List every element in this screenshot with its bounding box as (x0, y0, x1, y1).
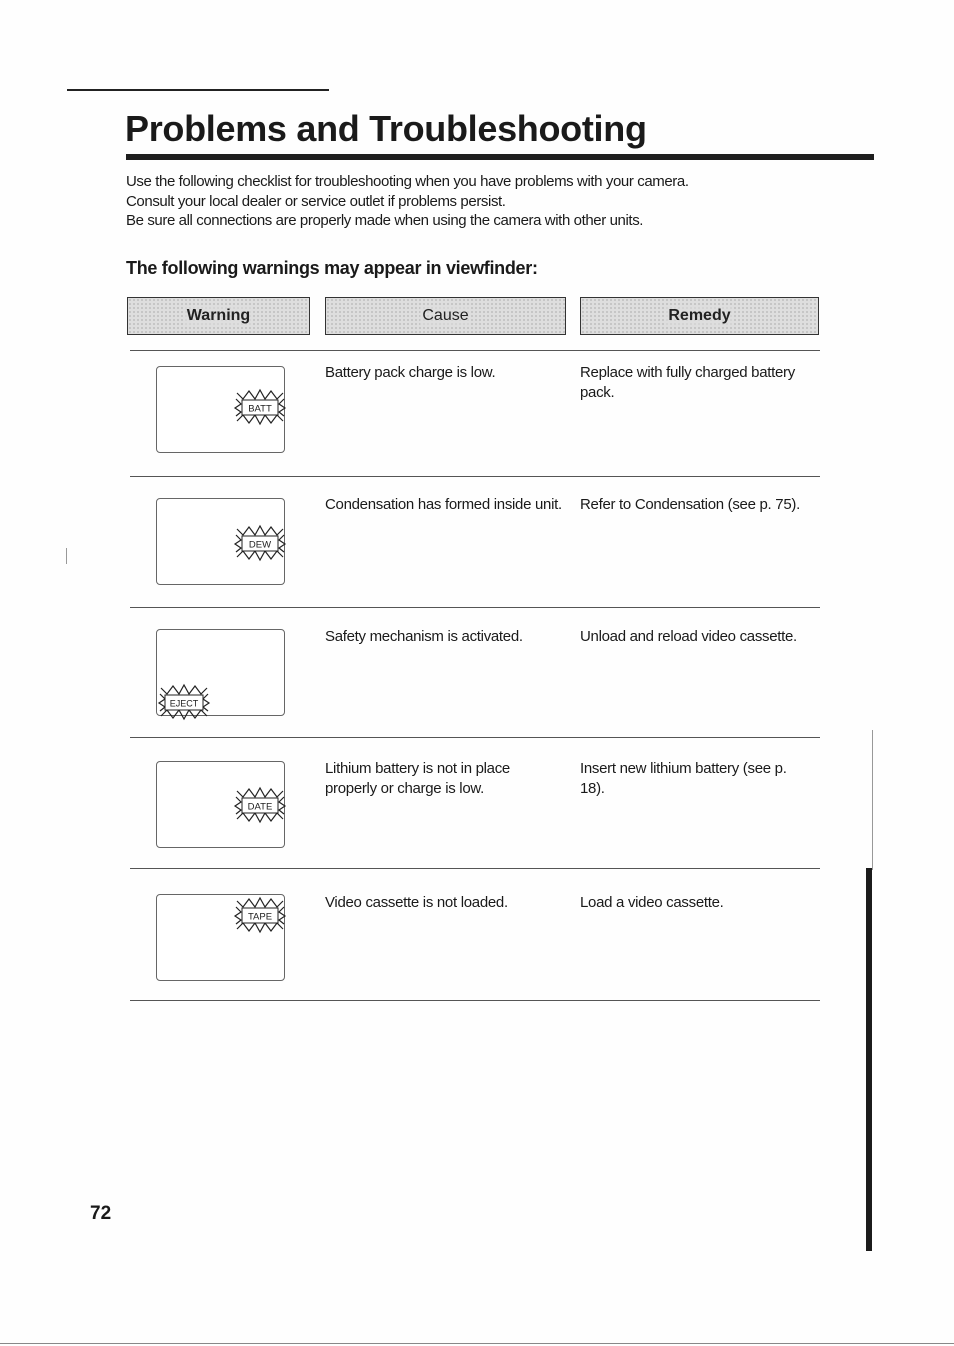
row-divider (130, 868, 820, 869)
column-header-label: Remedy (668, 307, 731, 324)
cause-cell: Battery pack charge is low. (325, 364, 496, 381)
viewfinder-frame (156, 629, 285, 716)
viewfinder-frame (156, 366, 285, 453)
dew-warning-icon (233, 523, 287, 563)
cause-cell: Condensation has formed inside unit. (325, 496, 562, 513)
page-number: 72 (90, 1203, 112, 1224)
warning-badge-label: DATE (247, 801, 273, 813)
column-header-label: Warning (186, 307, 251, 324)
page-title: Problems and Troubleshooting (125, 108, 647, 149)
warning-badge-label: EJECT (169, 698, 199, 709)
top-rule (67, 89, 329, 91)
viewfinder-frame (156, 761, 285, 848)
warning-badge-label: TAPE (247, 911, 273, 923)
remedy-cell: Unload and reload video cassette. (580, 628, 797, 645)
batt-warning-icon (233, 387, 287, 427)
intro-text (126, 172, 846, 231)
remedy-cell: Refer to Condensation (see p. 75). (580, 496, 800, 513)
cause-cell: Lithium battery is not in place properly or charge is low. (325, 760, 510, 797)
remedy-cell: Replace with fully charged battery pack. (580, 364, 795, 401)
remedy-cell: Load a video cassette. (580, 894, 724, 911)
column-header-label: Cause (422, 307, 469, 324)
column-header-cause (325, 297, 566, 335)
date-warning-icon (233, 785, 287, 825)
margin-bar (866, 868, 872, 1251)
intro-line: Be sure all connections are properly made when using the camera with other units. (126, 212, 644, 229)
row-divider (130, 1000, 820, 1001)
cause-cell: Video cassette is not loaded. (325, 894, 508, 911)
viewfinder-frame (156, 894, 285, 981)
remedy-cell: Insert new lithium battery (see p. 18). (580, 760, 787, 797)
bottom-rule (0, 1343, 954, 1344)
section-heading: The following warnings may appear in viewfinder: (126, 258, 538, 278)
margin-tick (66, 548, 67, 564)
row-divider (130, 607, 820, 608)
warning-badge-label: DEW (248, 539, 272, 551)
row-divider (130, 476, 820, 477)
cause-cell: Safety mechanism is activated. (325, 628, 523, 645)
column-header-warning (127, 297, 310, 335)
tape-warning-icon (233, 895, 287, 935)
eject-warning-icon (157, 682, 211, 722)
title-underline (126, 154, 874, 160)
margin-line (872, 730, 873, 870)
viewfinder-frame (156, 498, 285, 585)
warning-badge-label: BATT (248, 403, 272, 415)
row-divider (130, 350, 820, 351)
intro-line: Consult your local dealer or service outlet if problems persist. (126, 192, 506, 210)
intro-line: Use the following checklist for troubleshooting when you have problems with your camera. (126, 173, 689, 190)
column-header-remedy (580, 297, 819, 335)
row-divider (130, 737, 820, 738)
